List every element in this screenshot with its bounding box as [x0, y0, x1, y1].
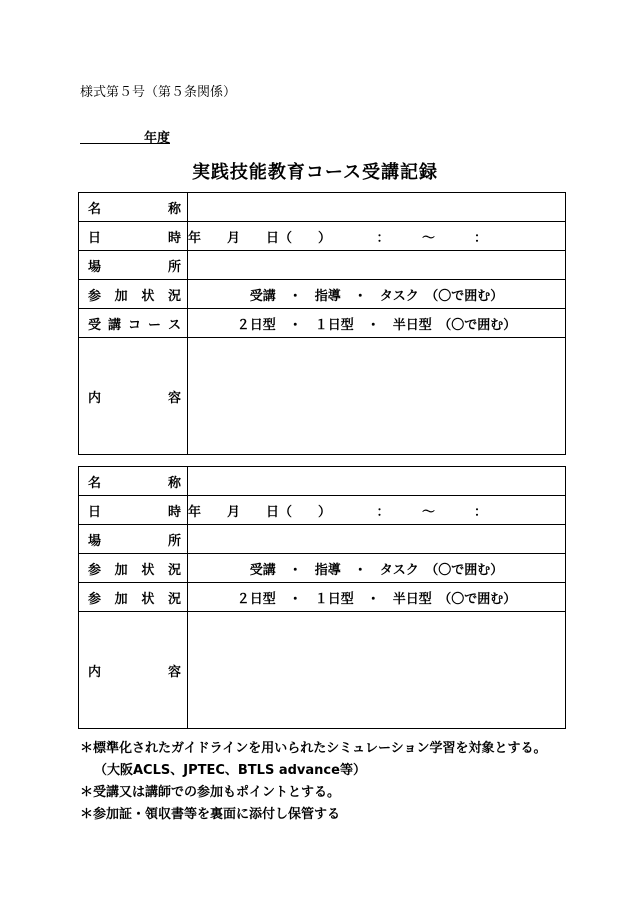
table-row: [79, 280, 566, 309]
table-row: [79, 467, 566, 496]
notes: [80, 738, 546, 826]
row-label-place: 場 所: [88, 533, 181, 549]
row-label-content: 内 容: [88, 390, 181, 406]
row-label-datetime: 日 時: [88, 504, 181, 520]
row-label-course: 受 講 コ ー ス: [88, 317, 181, 333]
row-label-participation: 参 加 状 況: [88, 562, 181, 578]
row-label-participation-2: 参 加 状 況: [88, 591, 181, 607]
place-field[interactable]: [188, 525, 566, 554]
table-row: [79, 525, 566, 554]
form-number: 様式第５号（第５条関係）: [80, 85, 237, 100]
course-options[interactable]: ２日型 ・ １日型 ・ 半日型 （〇で囲む）: [188, 309, 566, 338]
content-field[interactable]: [188, 612, 566, 729]
table-row: [79, 309, 566, 338]
row-label-datetime: 日 時: [88, 230, 181, 246]
record-table-2: [78, 466, 566, 729]
table-row: [79, 222, 566, 251]
fiscal-year-field[interactable]: [80, 127, 170, 144]
table-row: [79, 251, 566, 280]
name-field[interactable]: [188, 467, 566, 496]
row-label-content: 内 容: [88, 664, 181, 680]
record-table-1: [78, 192, 566, 455]
row-label-participation: 参 加 状 況: [88, 288, 181, 304]
datetime-field[interactable]: 年 月 日（ ） ： ～ ：: [188, 222, 566, 251]
datetime-field[interactable]: 年 月 日（ ） ： ～ ：: [188, 496, 566, 525]
note-item: ＊標準化されたガイドラインを用いられたシミュレーション学習を対象とする。: [80, 741, 547, 756]
row-label-name: 名 称: [88, 201, 181, 217]
row-label-name: 名 称: [88, 475, 181, 491]
row-label-place: 場 所: [88, 259, 181, 275]
participation-options[interactable]: 受講 ・ 指導 ・ タスク （〇で囲む）: [188, 554, 566, 583]
table-row: [79, 583, 566, 612]
note-item: ＊受講又は講師での参加もポイントとする。: [80, 785, 341, 800]
place-field[interactable]: [188, 251, 566, 280]
table-row: [79, 338, 566, 455]
table-row: [79, 496, 566, 525]
name-field[interactable]: [188, 193, 566, 222]
note-item: ＊参加証・領収書等を裏面に添付し保管する: [80, 807, 341, 822]
note-item: （大阪ACLS、JPTEC、BTLS advance等）: [94, 763, 366, 778]
table-row: [79, 554, 566, 583]
table-row: [79, 612, 566, 729]
content-field[interactable]: [188, 338, 566, 455]
fiscal-year-label: 年度: [143, 131, 170, 146]
page-title: 実践技能教育コース受講記録: [191, 162, 439, 183]
table-row: [79, 193, 566, 222]
participation-options[interactable]: 受講 ・ 指導 ・ タスク （〇で囲む）: [188, 280, 566, 309]
course-options[interactable]: ２日型 ・ １日型 ・ 半日型 （〇で囲む）: [188, 583, 566, 612]
